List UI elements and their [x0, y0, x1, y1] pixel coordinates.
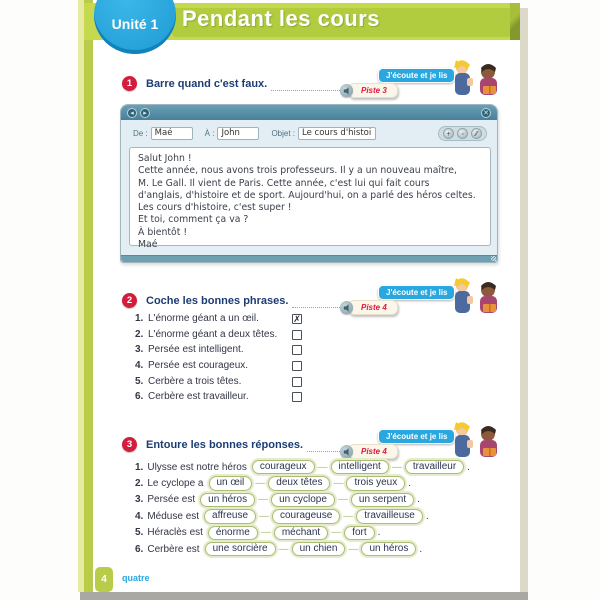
subject-label: Objet :	[271, 128, 296, 138]
item-number: 4.	[135, 510, 144, 522]
email-line: À bientôt !	[138, 226, 188, 238]
item-number: 1.	[135, 461, 144, 473]
option-pill[interactable]: courageux	[252, 460, 315, 475]
option-pill[interactable]: un chien	[292, 542, 346, 557]
contact-icon[interactable]: ◦	[457, 128, 468, 139]
option-pill[interactable]: affreuse	[204, 509, 256, 524]
from-input[interactable]	[151, 127, 193, 140]
list-item	[135, 459, 470, 475]
list-item	[135, 475, 470, 491]
list-item	[135, 360, 325, 376]
list-item	[135, 329, 325, 345]
item-text: Ulysse est notre héros	[147, 461, 247, 473]
close-icon[interactable]: ✕	[481, 108, 491, 118]
period: .	[419, 543, 423, 555]
option-pill[interactable]: un cyclope	[271, 493, 335, 508]
option-pill[interactable]: un héros	[200, 493, 255, 508]
item-text: Héraclès est	[147, 527, 203, 539]
page-number-tab: 4	[95, 567, 113, 592]
exercise3-number: 3	[122, 437, 137, 452]
checkbox[interactable]	[292, 345, 302, 355]
exercise3-title: Entoure les bonnes réponses.	[146, 438, 304, 451]
exercise3-list	[135, 459, 470, 557]
subject-input[interactable]	[298, 127, 376, 140]
item-text: Cerbère est travailleur.	[148, 391, 249, 403]
to-input[interactable]	[217, 127, 259, 140]
piste-badge[interactable]: Piste 4	[348, 300, 398, 315]
checkbox[interactable]	[292, 330, 302, 340]
period: .	[408, 478, 412, 490]
unit-badge-label: Unité 1	[111, 16, 159, 32]
email-line: Salut John !	[138, 153, 192, 164]
connector-dash: —	[337, 494, 348, 506]
list-item	[135, 391, 325, 407]
email-window	[120, 104, 498, 263]
item-number: 2.	[135, 328, 144, 340]
item-text: Persée est courageux.	[148, 360, 249, 372]
exercise1-title: Barre quand c'est faux.	[146, 77, 268, 90]
exercise2-list	[135, 313, 325, 407]
item-number: 3.	[135, 494, 144, 506]
email-toolbar	[438, 126, 487, 141]
item-text: Le cyclope a	[147, 478, 204, 490]
option-pill[interactable]: fort	[344, 526, 374, 541]
checkbox[interactable]	[292, 377, 302, 387]
speaker-icon[interactable]	[340, 445, 353, 458]
item-text: Persée est intelligent.	[148, 344, 244, 356]
option-pill[interactable]: travailleur	[405, 460, 464, 475]
checkbox[interactable]	[292, 361, 302, 371]
item-text: Cerbère est	[147, 543, 200, 555]
checkbox[interactable]	[292, 392, 302, 402]
option-pill[interactable]: intelligent	[331, 460, 389, 475]
connector-dash: —	[258, 494, 269, 506]
list-item	[135, 508, 470, 524]
connector-dash: —	[278, 543, 289, 555]
header-bevel	[510, 3, 520, 40]
page-edge-shadow-bottom	[80, 592, 528, 600]
connector-dash: —	[260, 527, 271, 539]
item-number: 6.	[135, 391, 144, 403]
item-text: Persée est	[147, 494, 196, 506]
list-item	[135, 376, 325, 392]
option-pill[interactable]: courageuse	[272, 509, 340, 524]
unit-badge	[94, 0, 176, 54]
characters-illustration	[450, 276, 502, 316]
connector-dash: —	[391, 461, 402, 473]
item-text: L'énorme géant a un œil.	[148, 313, 259, 324]
option-pill[interactable]: trois yeux	[346, 476, 405, 491]
to-label: À :	[204, 128, 215, 138]
period: .	[377, 527, 381, 539]
list-item	[135, 541, 470, 557]
resize-handle[interactable]	[491, 256, 496, 261]
speaker-icon[interactable]	[340, 301, 353, 314]
period: .	[425, 510, 429, 522]
listen-badge: J'écoute et je lis	[378, 68, 455, 83]
page-number-word: quatre	[122, 573, 150, 583]
list-item	[135, 492, 470, 508]
connector-dash: —	[343, 510, 354, 522]
option-pill[interactable]: méchant	[274, 526, 328, 541]
list-item	[135, 525, 470, 541]
exercise2-title: Coche les bonnes phrases.	[146, 294, 289, 307]
email-line: Cette année, nous avons trois professeurs. Il y a un nouveau maître,	[138, 165, 457, 177]
item-number: 5.	[135, 527, 144, 539]
back-icon[interactable]: ◂	[127, 108, 137, 118]
item-number: 3.	[135, 344, 144, 356]
period: .	[467, 461, 470, 473]
edit-icon[interactable]: ⁄⁄	[471, 128, 482, 139]
item-text: L'énorme géant a deux têtes.	[148, 328, 278, 340]
item-number: 1.	[135, 313, 144, 324]
option-pill[interactable]: une sorcière	[205, 542, 276, 557]
forward-icon[interactable]: ▸	[140, 108, 150, 118]
from-label: De :	[133, 128, 148, 138]
connector-dash: —	[317, 461, 328, 473]
page-edge-shadow-right	[520, 8, 528, 592]
email-line: Les cours d'histoire, c'est super !	[138, 202, 292, 214]
characters-illustration	[450, 420, 502, 460]
option-pill[interactable]: énorme	[208, 526, 258, 541]
connector-dash: —	[255, 478, 266, 490]
email-fields-row	[121, 123, 497, 143]
connector-dash: —	[348, 543, 359, 555]
email-line: M. Le Gall. Il vient de Paris. Cette année, c'est lui qui fait cours	[138, 177, 430, 189]
period: .	[417, 494, 420, 506]
option-pill[interactable]: un serpent	[351, 493, 414, 508]
speaker-icon[interactable]	[340, 84, 353, 97]
option-pill[interactable]: un héros	[361, 542, 416, 557]
connector-dash: —	[333, 478, 344, 490]
item-text: Méduse est	[147, 510, 200, 522]
email-line: d'anglais, d'histoire et de sport. Aujourd'hui, on a parlé des héros celtes.	[138, 189, 476, 201]
listen-badge: J'écoute et je lis	[378, 285, 455, 300]
option-pill[interactable]: un œil	[209, 476, 253, 491]
piste-badge[interactable]: Piste 4	[348, 444, 398, 459]
item-number: 2.	[135, 478, 144, 490]
connector-dash: —	[259, 510, 269, 522]
item-number: 6.	[135, 543, 144, 555]
email-body[interactable]	[129, 147, 491, 251]
item-number: 5.	[135, 375, 144, 387]
list-item	[135, 344, 325, 360]
listen-badge: J'écoute et je lis	[378, 429, 455, 444]
email-line: Maé	[138, 239, 158, 251]
checkbox[interactable]: ✗	[293, 314, 301, 324]
option-pill[interactable]: deux têtes	[268, 476, 330, 491]
email-line: Et toi, comment ça va ?	[138, 214, 249, 226]
email-titlebar	[121, 105, 497, 120]
add-icon[interactable]: +	[443, 128, 454, 139]
left-stripe-green	[84, 0, 93, 592]
list-item	[135, 313, 325, 329]
item-text: Cerbère a trois têtes.	[148, 375, 242, 387]
page-sheet	[78, 0, 520, 592]
connector-dash: —	[331, 527, 342, 539]
exercise1-number: 1	[122, 76, 137, 91]
item-number: 4.	[135, 360, 144, 372]
exercise2-number: 2	[122, 293, 137, 308]
page-title: Pendant les cours	[182, 6, 381, 31]
piste-badge[interactable]: Piste 3	[348, 83, 398, 98]
option-pill[interactable]: travailleuse	[356, 509, 423, 524]
characters-illustration	[450, 58, 502, 98]
email-statusbar	[121, 255, 497, 262]
